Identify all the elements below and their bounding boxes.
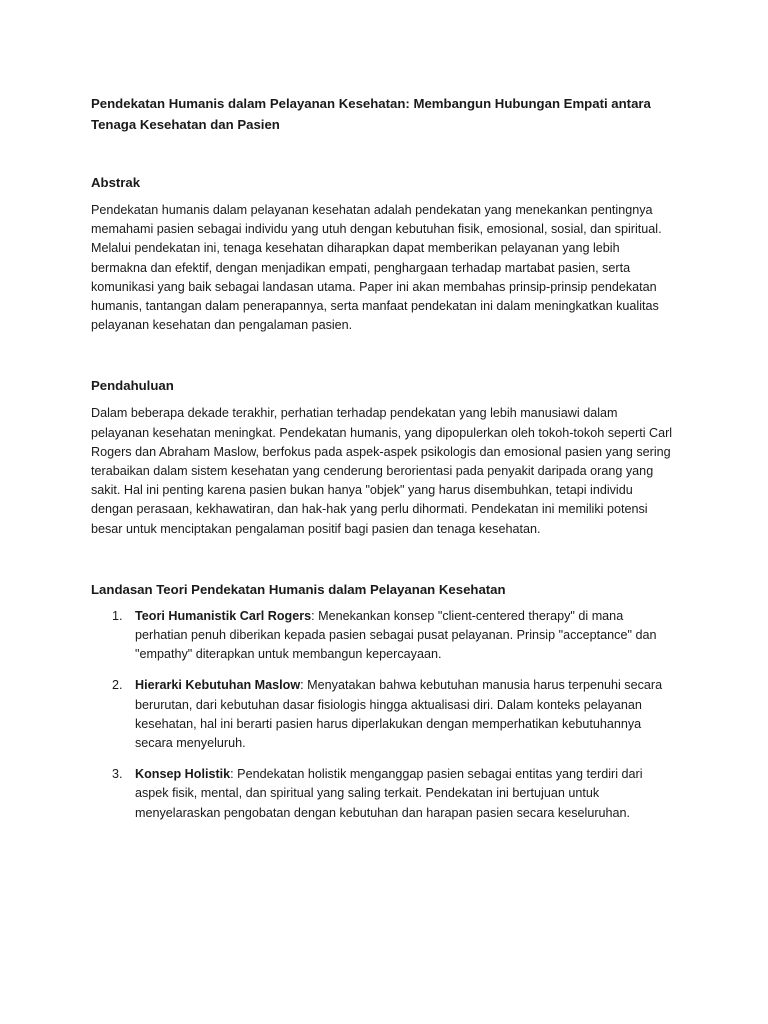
list-item-number: 2. bbox=[112, 678, 123, 693]
theory-term: Teori Humanistik Carl Rogers bbox=[135, 608, 312, 623]
theory-description: : Menyatakan bahwa kebutuhan manusia harus terpenuhi secara berurutan, dari kebutuhan dasar fisiologis hingga aktualisasi diri. Dalam konteks pelayanan kesehatan, hal ini berarti pasien harus diperlakukan dengan memperhatikan kebutuhannya secara menyeluruh. bbox=[135, 678, 663, 751]
theory-list bbox=[91, 607, 678, 823]
theory-heading: Landasan Teori Pendekatan Humanis dalam Pelayanan Kesehatan bbox=[91, 581, 506, 597]
theory-list-item bbox=[91, 765, 678, 823]
introduction-heading: Pendahuluan bbox=[91, 378, 174, 394]
abstract-paragraph: Pendekatan humanis dalam pelayanan kesehatan adalah pendekatan yang menekankan pentingnya memahami pasien sebagai individu yang utuh dengan kebutuhan fisik, emosional, sosial, dan spiritual. Melalui pendekatan ini, tenaga kesehatan diharapkan dapat memberikan pelayanan yang lebih bermakna dan efektif, dengan menjadikan empati, penghargaan terhadap martabat pasien, serta komunikasi yang baik sebagai landasan utama. Paper ini akan membahas prinsip-prinsip pendekatan humanis, tantangan dalam penerapannya, serta manfaat pendekatan ini dalam meningkatkan kualitas pelayanan kesehatan dan pengalaman pasien. bbox=[91, 203, 662, 333]
theory-list-item bbox=[91, 676, 678, 753]
list-item-number: 1. bbox=[112, 608, 123, 623]
theory-list-item bbox=[91, 607, 678, 665]
theory-description: : Menekankan konsep "client-centered therapy" di mana perhatian penuh diberikan kepada pasien sebagai pusat pelayanan. Prinsip "acceptance" dan "empathy" diterapkan untuk membangun kepercayaan. bbox=[135, 608, 657, 662]
introduction-paragraph: Dalam beberapa dekade terakhir, perhatian terhadap pendekatan yang lebih manusiawi dalam pelayanan kesehatan meningkat. Pendekatan humanis, yang dipopulerkan oleh tokoh-tokoh seperti Carl Rogers dan Abraham Maslow, berfokus pada aspek-aspek psikologis dan emosional pasien yang sering terabaikan dalam sistem kesehatan yang cenderung berorientasi pada penyakit daripada orang yang sakit. Hal ini penting karena pasien bukan hanya "objek" yang harus disembuhkan, tetapi individu dengan perasaan, kekhawatiran, dan hak-hak yang perlu dihormati. Pendekatan ini memiliki potensi besar untuk menciptakan pengalaman positif bagi pasien dan tenaga kesehatan. bbox=[91, 406, 673, 536]
theory-term: Hierarki Kebutuhan Maslow bbox=[135, 678, 301, 693]
list-item-number: 3. bbox=[112, 767, 123, 782]
abstract-heading: Abstrak bbox=[91, 175, 141, 190]
document-title: Pendekatan Humanis dalam Pelayanan Kesehatan: Membangun Hubungan Empati antara Tenaga Kesehatan dan Pasien bbox=[91, 96, 651, 132]
theory-description: : Pendekatan holistik menganggap pasien sebagai entitas yang terdiri dari aspek fisik, mental, dan spiritual yang saling terkait. Pendekatan ini bertujuan untuk menyelaraskan pengobatan dengan kebutuhan dan harapan pasien secara keseluruhan. bbox=[135, 767, 643, 820]
theory-term: Konsep Holistik bbox=[135, 767, 231, 782]
